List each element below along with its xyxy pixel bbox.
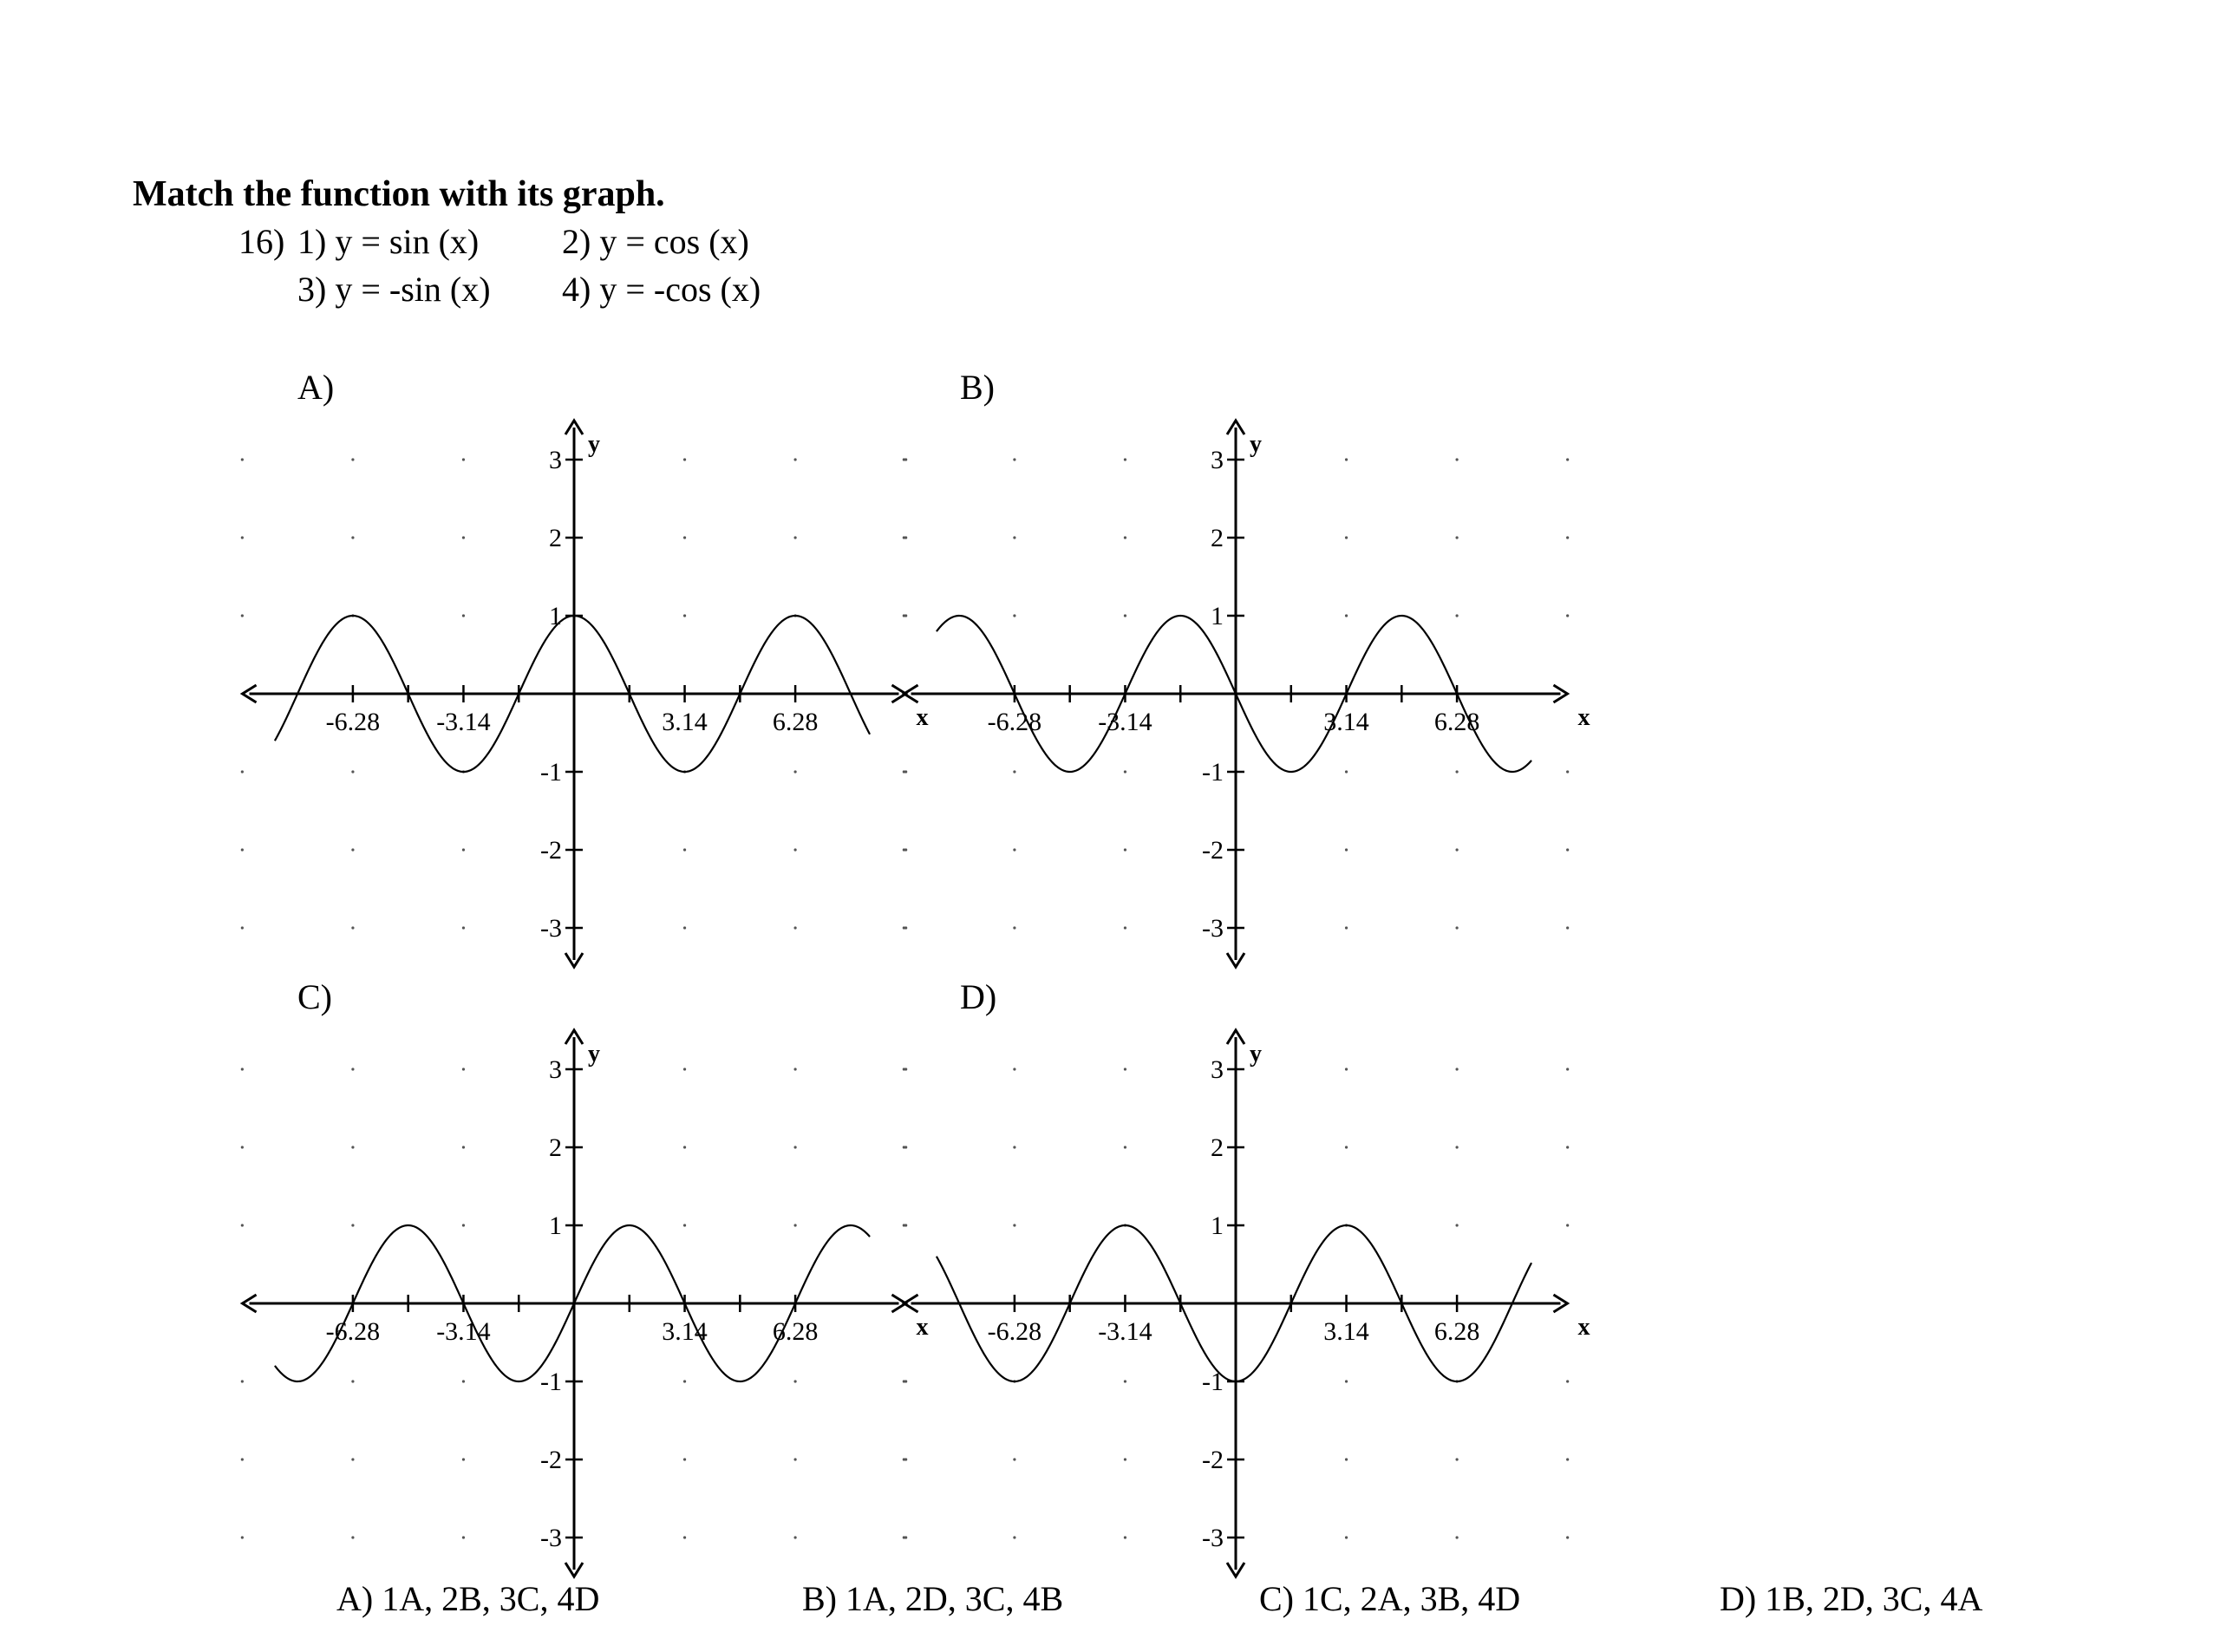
answer-choice-b[interactable]: B) 1A, 2D, 3C, 4B — [802, 1579, 1064, 1618]
grid-dot — [351, 1380, 354, 1382]
grid-dot — [1013, 1458, 1015, 1460]
grid-dot — [1124, 1380, 1126, 1382]
function-1 — [297, 221, 479, 262]
grid-dot — [793, 926, 796, 929]
grid-dot — [683, 1146, 686, 1148]
grid-dot — [351, 1224, 354, 1226]
answer-choice-a[interactable]: A) 1A, 2B, 3C, 4D — [336, 1579, 600, 1618]
grid-dot — [241, 1224, 244, 1226]
x-tick-label: -3.14 — [1098, 1317, 1152, 1346]
grid-dot — [1013, 1536, 1015, 1538]
function-4-label: 4) — [562, 270, 591, 309]
function-4-expr: y = -cos (x) — [599, 270, 761, 309]
grid-dot — [241, 536, 244, 539]
grid-dot — [903, 1146, 905, 1148]
function-3 — [297, 269, 491, 310]
x-axis-label: x — [1577, 1314, 1590, 1341]
x-tick-label: -3.14 — [436, 708, 491, 736]
grid-dot — [462, 1536, 465, 1538]
grid-dot — [1345, 926, 1348, 929]
grid-dot — [1124, 1146, 1126, 1148]
grid-dot — [241, 1458, 244, 1460]
grid-dot — [1566, 458, 1569, 460]
grid-dot — [462, 614, 465, 617]
grid-dot — [683, 926, 686, 929]
grid-dot — [903, 1458, 905, 1460]
y-tick-label: -2 — [540, 836, 562, 865]
grid-dot — [1013, 1068, 1015, 1070]
question-number: 16) — [238, 222, 285, 261]
y-axis-label: y — [588, 431, 600, 458]
grid-dot — [903, 926, 905, 929]
graph-d — [939, 1017, 1590, 1590]
x-tick-label: 3.14 — [662, 708, 708, 736]
x-tick-label: 3.14 — [1323, 1317, 1369, 1346]
grid-dot — [1124, 1068, 1126, 1070]
grid-dot — [241, 848, 244, 851]
grid-dot — [793, 1146, 796, 1148]
x-tick-label: 6.28 — [1433, 708, 1480, 736]
grid-dot — [683, 614, 686, 617]
grid-dot — [351, 1458, 354, 1460]
grid-dot — [1566, 614, 1569, 617]
answer-choice-c[interactable]: C) 1C, 2A, 3B, 4D — [1259, 1579, 1521, 1618]
grid-dot — [1455, 770, 1458, 773]
grid-dot — [241, 1068, 244, 1070]
grid-dot — [793, 1224, 796, 1226]
y-tick-label: 2 — [1211, 524, 1224, 552]
grid-dot — [1013, 536, 1015, 539]
y-axis-label: y — [1250, 1041, 1262, 1068]
grid-dot — [1566, 770, 1569, 773]
grid-dot — [1345, 1380, 1348, 1382]
function-3-label: 3) — [297, 270, 327, 309]
x-tick-label: -3.14 — [1098, 708, 1152, 736]
y-tick-label: -1 — [1202, 758, 1224, 787]
y-tick-label: -1 — [1202, 1368, 1224, 1396]
x-tick-label: 6.28 — [772, 1317, 819, 1346]
grid-dot — [683, 848, 686, 851]
grid-dot — [1566, 1146, 1569, 1148]
grid-dot — [241, 1146, 244, 1148]
graph-b-label: B) — [960, 368, 995, 407]
grid-dot — [1566, 926, 1569, 929]
grid-dot — [462, 458, 465, 460]
grid-dot — [793, 1380, 796, 1382]
grid-dot — [351, 926, 354, 929]
grid-dot — [1124, 926, 1126, 929]
grid-dot — [1345, 1146, 1348, 1148]
grid-dot — [1124, 458, 1126, 460]
grid-dot — [903, 1224, 905, 1226]
graph-d-label: D) — [960, 977, 997, 1016]
function-2-expr: y = cos (x) — [599, 222, 749, 261]
grid-dot — [1566, 1068, 1569, 1070]
grid-dot — [351, 536, 354, 539]
grid-dot — [462, 1146, 465, 1148]
function-2-label: 2) — [562, 222, 591, 261]
grid-dot — [1124, 536, 1126, 539]
function-4 — [562, 269, 761, 310]
y-tick-label: 2 — [549, 1133, 562, 1162]
y-tick-label: -3 — [540, 914, 562, 943]
grid-dot — [1566, 1458, 1569, 1460]
grid-dot — [1124, 848, 1126, 851]
grid-dot — [241, 614, 244, 617]
grid-dot — [683, 1458, 686, 1460]
grid-dot — [1013, 1146, 1015, 1148]
grid-dot — [1013, 926, 1015, 929]
grid-dot — [241, 1380, 244, 1382]
x-tick-label: 6.28 — [772, 708, 819, 736]
y-tick-label: -2 — [1202, 836, 1224, 865]
grid-dot — [351, 1536, 354, 1538]
grid-dot — [241, 1536, 244, 1538]
grid-dot — [1455, 1224, 1458, 1226]
x-axis-label: x — [916, 704, 929, 731]
grid-dot — [241, 458, 244, 460]
y-tick-label: 1 — [549, 1211, 562, 1240]
y-tick-label: 3 — [1211, 1055, 1224, 1084]
graph-b — [939, 408, 1590, 980]
grid-dot — [793, 536, 796, 539]
x-tick-label: -3.14 — [436, 1317, 491, 1346]
grid-dot — [1345, 848, 1348, 851]
y-tick-label: 3 — [549, 1055, 562, 1084]
grid-dot — [1455, 614, 1458, 617]
grid-dot — [683, 1536, 686, 1538]
grid-dot — [1345, 536, 1348, 539]
function-2 — [562, 221, 749, 262]
grid-dot — [1124, 614, 1126, 617]
grid-dot — [1345, 614, 1348, 617]
grid-dot — [462, 1380, 465, 1382]
instruction: Match the function with its graph. — [133, 174, 665, 214]
grid-dot — [1013, 848, 1015, 851]
function-1-label: 1) — [297, 222, 327, 261]
y-tick-label: 2 — [549, 524, 562, 552]
grid-dot — [1124, 1458, 1126, 1460]
grid-dot — [1455, 1068, 1458, 1070]
grid-dot — [1455, 926, 1458, 929]
x-axis-label: x — [1577, 704, 1590, 731]
graph-a — [278, 408, 929, 980]
grid-dot — [462, 1068, 465, 1070]
grid-dot — [1455, 1458, 1458, 1460]
grid-dot — [903, 848, 905, 851]
answer-choice-d[interactable]: D) 1B, 2D, 3C, 4A — [1720, 1579, 1983, 1618]
y-tick-label: 1 — [549, 602, 562, 630]
grid-dot — [1013, 614, 1015, 617]
grid-dot — [1566, 1224, 1569, 1226]
grid-dot — [903, 458, 905, 460]
grid-dot — [1455, 458, 1458, 460]
y-tick-label: -1 — [540, 1368, 562, 1396]
grid-dot — [1455, 1146, 1458, 1148]
graph-c — [278, 1017, 929, 1590]
grid-dot — [351, 1146, 354, 1148]
y-axis-label: y — [1250, 431, 1262, 458]
x-axis-label: x — [916, 1314, 929, 1341]
y-tick-label: -1 — [540, 758, 562, 787]
grid-dot — [1345, 1068, 1348, 1070]
grid-dot — [683, 1380, 686, 1382]
y-tick-label: -2 — [540, 1446, 562, 1474]
grid-dot — [241, 926, 244, 929]
grid-dot — [903, 536, 905, 539]
grid-dot — [1013, 458, 1015, 460]
grid-dot — [793, 458, 796, 460]
y-tick-label: 3 — [1211, 446, 1224, 474]
grid-dot — [793, 1458, 796, 1460]
x-tick-label: -6.28 — [987, 708, 1042, 736]
grid-dot — [1345, 1458, 1348, 1460]
y-tick-label: 1 — [1211, 1211, 1224, 1240]
x-tick-label: 3.14 — [662, 1317, 708, 1346]
grid-dot — [683, 536, 686, 539]
y-tick-label: 2 — [1211, 1133, 1224, 1162]
x-tick-label: 3.14 — [1323, 708, 1369, 736]
grid-dot — [462, 1458, 465, 1460]
y-axis-label: y — [588, 1041, 600, 1068]
grid-dot — [1013, 1224, 1015, 1226]
graph-c-label: C) — [297, 977, 332, 1016]
y-tick-label: 3 — [549, 446, 562, 474]
grid-dot — [351, 1068, 354, 1070]
x-tick-label: 6.28 — [1433, 1317, 1480, 1346]
grid-dot — [1566, 536, 1569, 539]
grid-dot — [793, 1068, 796, 1070]
grid-dot — [683, 458, 686, 460]
grid-dot — [1124, 770, 1126, 773]
y-tick-label: -2 — [1202, 1446, 1224, 1474]
function-3-expr: y = -sin (x) — [335, 270, 491, 309]
grid-dot — [1345, 1536, 1348, 1538]
grid-dot — [1455, 1536, 1458, 1538]
grid-dot — [793, 770, 796, 773]
grid-dot — [1455, 536, 1458, 539]
grid-dot — [793, 848, 796, 851]
grid-dot — [462, 1224, 465, 1226]
grid-dot — [462, 848, 465, 851]
grid-dot — [1124, 1536, 1126, 1538]
grid-dot — [462, 536, 465, 539]
grid-dot — [903, 770, 905, 773]
y-tick-label: -3 — [1202, 1524, 1224, 1552]
grid-dot — [793, 1536, 796, 1538]
y-tick-label: -3 — [540, 1524, 562, 1552]
x-tick-label: -6.28 — [325, 708, 381, 736]
grid-dot — [903, 614, 905, 617]
grid-dot — [1566, 848, 1569, 851]
grid-dot — [903, 1068, 905, 1070]
grid-dot — [1013, 770, 1015, 773]
x-tick-label: -6.28 — [325, 1317, 381, 1346]
grid-dot — [903, 1536, 905, 1538]
grid-dot — [351, 848, 354, 851]
x-tick-label: -6.28 — [987, 1317, 1042, 1346]
grid-dot — [462, 926, 465, 929]
y-tick-label: -3 — [1202, 914, 1224, 943]
grid-dot — [1455, 848, 1458, 851]
grid-dot — [241, 770, 244, 773]
grid-dot — [1566, 1380, 1569, 1382]
grid-dot — [351, 458, 354, 460]
grid-dot — [683, 1224, 686, 1226]
grid-dot — [351, 770, 354, 773]
grid-dot — [1345, 458, 1348, 460]
grid-dot — [903, 1380, 905, 1382]
grid-dot — [683, 1068, 686, 1070]
graph-a-label: A) — [297, 368, 335, 407]
grid-dot — [1345, 770, 1348, 773]
function-1-expr: y = sin (x) — [335, 222, 480, 261]
y-tick-label: 1 — [1211, 602, 1224, 630]
grid-dot — [1566, 1536, 1569, 1538]
